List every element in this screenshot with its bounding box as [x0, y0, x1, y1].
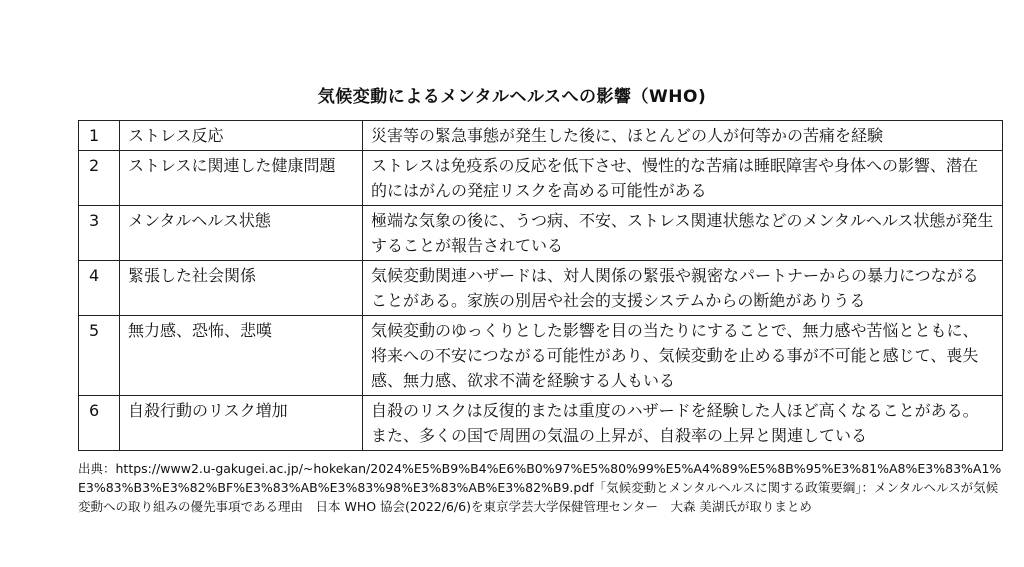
row-category: メンタルヘルス状態	[120, 206, 363, 261]
table-row	[79, 121, 1003, 151]
row-description: 自殺のリスクは反復的または重度のハザードを経験した人ほど高くなることがある。また、多くの国で周囲の気温の上昇が、自殺率の上昇と関連している	[363, 396, 1003, 451]
source-citation: 出典：https://www2.u-gakugei.ac.jp/~hokekan/2024%E5%B9%B4%E6%B0%97%E5%80%99%E5%A4%89%E5%8B%95%E3%81%A8%E3%83%A1%E3%83%B3%E3%82%BF%E3%83%AB%E3%83%98%E3%83%AB%E3%82%B9.pdf「気候変動とメンタルヘルスに関する政策要綱」：メンタルヘルスが気候変動への取り組みの優先事項である理由 日本 WHO 協会(2022/6/6)を東京学芸大学保健管理センター 大森 美湖氏が取りまとめ	[78, 461, 1002, 514]
impact-table	[78, 120, 1003, 451]
row-description: 災害等の緊急事態が発生した後に、ほとんどの人が何等かの苦痛を経験	[363, 121, 1003, 151]
table-row	[79, 206, 1003, 261]
table-row	[79, 151, 1003, 206]
row-category: 自殺行動のリスク増加	[120, 396, 363, 451]
row-number: 2	[79, 151, 120, 206]
row-description: 気候変動関連ハザードは、対人関係の緊張や親密なパートナーからの暴力につながることがある。家族の別居や社会的支援システムからの断絶がありうる	[363, 261, 1003, 316]
row-number: 4	[79, 261, 120, 316]
row-number: 5	[79, 316, 120, 396]
table-row	[79, 261, 1003, 316]
row-description: 気候変動のゆっくりとした影響を目の当たりにすることで、無力感や苦悩とともに、将来への不安につながる可能性があり、気候変動を止める事が不可能と感じて、喪失感、無力感、欲求不満を経験する人もいる	[363, 316, 1003, 396]
row-category: ストレスに関連した健康問題	[120, 151, 363, 206]
table-row	[79, 316, 1003, 396]
row-description: ストレスは免疫系の反応を低下させ、慢性的な苦痛は睡眠障害や身体への影響、潜在的にはがんの発症リスクを高める可能性がある	[363, 151, 1003, 206]
row-number: 1	[79, 121, 120, 151]
table-row	[79, 396, 1003, 451]
row-category: 無力感、恐怖、悲嘆	[120, 316, 363, 396]
row-category: ストレス反応	[120, 121, 363, 151]
page-title: 気候変動によるメンタルヘルスへの影響（WHO)	[317, 87, 707, 107]
row-description: 極端な気象の後に、うつ病、不安、ストレス関連状態などのメンタルヘルス状態が発生することが報告されている	[363, 206, 1003, 261]
row-category: 緊張した社会関係	[120, 261, 363, 316]
row-number: 6	[79, 396, 120, 451]
row-number: 3	[79, 206, 120, 261]
